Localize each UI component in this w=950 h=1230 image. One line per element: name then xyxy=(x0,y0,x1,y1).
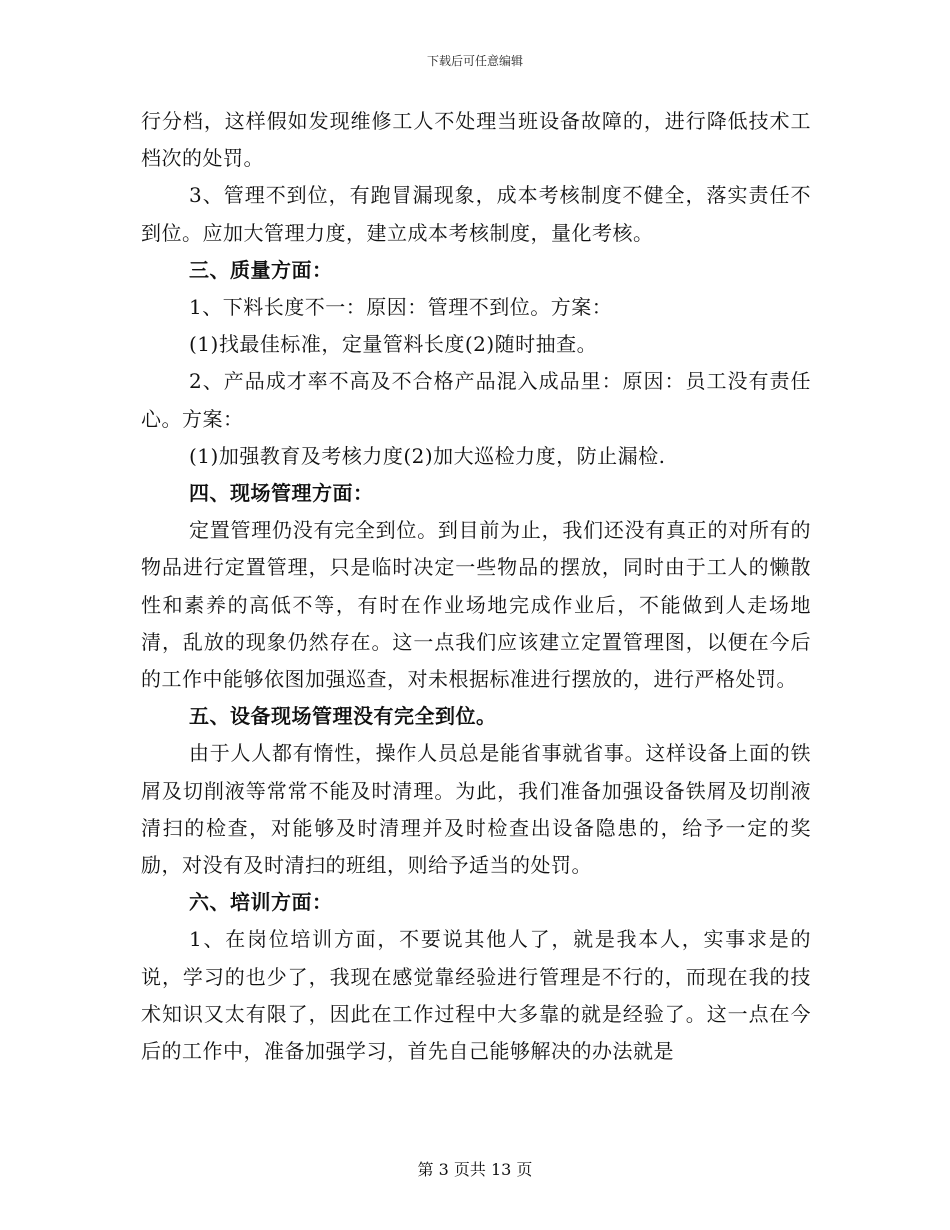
page-footer: 第 3 页共 13 页 xyxy=(417,1160,533,1179)
page-header: 下载后可任意编辑 xyxy=(426,54,523,68)
paragraph: (1)加强教育及考核力度(2)加大巡检力度，防止漏检. xyxy=(189,443,666,468)
paragraph: 3、管理不到位，有跑冒漏现象，成本考核制度不健全，落实责任不到位。应加大管理力度，建立成本考核制度，量化考核。 xyxy=(141,183,811,245)
paragraph: 2、产品成才率不高及不合格产品混入成品里：原因：员工没有责任心。方案： xyxy=(141,369,811,431)
paragraph: (1)找最佳标准，定量管料长度(2)随时抽查。 xyxy=(189,332,598,357)
paragraph: 由于人人都有惰性，操作人员总是能省事就省事。这样设备上面的铁屑及切削液等常常不能及时清理。为此，我们准备加强设备铁屑及切削液清扫的检查，对能够及时清理并及时检查出设备隐患的，给予一定的奖励，对没有及时清扫的班组，则给予适当的处罚。 xyxy=(141,741,811,878)
document-body xyxy=(141,103,811,1070)
paragraph: 1、在岗位培训方面，不要说其他人了，就是我本人，实事求是的说，学习的也少了，我现在感觉靠经验进行管理是不行的，而现在我的技术知识又太有限了，因此在工作过程中大多靠的就是经验了。这一点在今后的工作中，准备加强学习，首先自己能够解决的办法就是 xyxy=(141,927,811,1064)
paragraph: 行分档，这样假如发现维修工人不处理当班设备故障的，进行降低技术工档次的处罚。 xyxy=(141,109,811,171)
section-heading: 五、设备现场管理没有完全到位。 xyxy=(189,704,497,729)
section-heading: 四、现场管理方面： xyxy=(189,481,374,506)
paragraph: 1、下料长度不一：原因：管理不到位。方案： xyxy=(189,295,613,320)
section-heading: 六、培训方面： xyxy=(189,890,333,915)
section-heading: 三、质量方面： xyxy=(189,257,333,282)
paragraph: 定置管理仍没有完全到位。到目前为止，我们还没有真正的对所有的物品进行定置管理，只是临时决定一些物品的摆放，同时由于工人的懒散性和素养的高低不等，有时在作业场地完成作业后，不能做到人走场地清，乱放的现象仍然存在。这一点我们应该建立定置管理图，以便在今后的工作中能够依图加强巡查，对未根据标准进行摆放的，进行严格处罚。 xyxy=(141,518,811,692)
